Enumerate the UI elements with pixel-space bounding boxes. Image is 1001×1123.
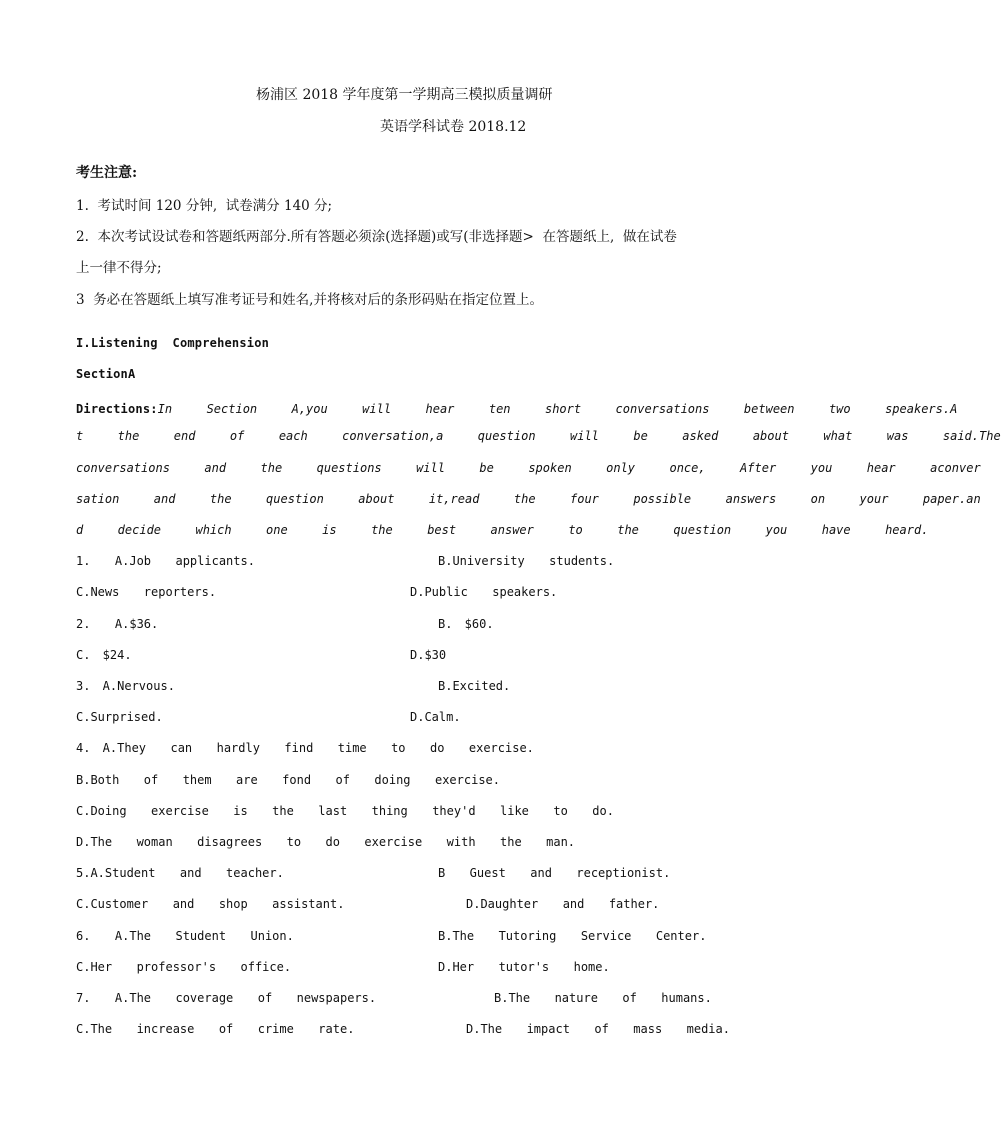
q5-option-d: D.Daughter and father. [466,897,660,911]
q3-option-b: B.Excited. [438,679,511,693]
notice-heading: 考生注意: [76,165,138,181]
directions-label: Directions: [76,402,158,416]
q1-option-a: 1. A.Job applicants. [76,554,255,568]
exam-subtitle: 英语学科试卷 2018.12 [380,119,527,135]
q2-option-d: D.$30 [410,648,447,662]
q3-option-c: C.Surprised. [76,710,163,724]
q7-option-b: B.The nature of humans. [494,991,712,1005]
notice-item-2: 2. 本次考试设试卷和答题纸两部分.所有答题必须涂(选择题)或写(非选择题> 在答题纸上, 做在试卷 [76,229,677,245]
q6-option-a: 6. A.The Student Union. [76,929,294,943]
notice-item-1: 1. 考试时间 120 分钟, 试卷满分 140 分; [76,198,333,214]
q7-option-c: C.The increase of crime rate. [76,1022,355,1036]
q5-option-a: 5.A.Student and teacher. [76,866,284,880]
q6-option-b: B.The Tutoring Service Center. [438,929,707,943]
part-heading: I.Listening Comprehension [76,336,270,350]
q2-option-a: 2. A.$36. [76,617,159,631]
q1-option-d: D.Public speakers. [410,585,558,599]
directions-line-4: sation and the question about it,read the four possible answers on your paper.an [76,492,981,506]
q2-option-b: B. $60. [438,617,494,631]
notice-item-3: 3 务必在答题纸上填写准考证号和姓名,并将核对后的条形码贴在指定位置上。 [76,292,543,308]
directions-line-2: t the end of each conversation,a question will be asked about what was said.The [76,429,1001,443]
directions-text: In Section A,you will hear ten short conversations between two speakers.A [157,402,958,416]
section-heading: SectionA [76,367,136,381]
q2-option-c: C. $24. [76,648,132,662]
exam-title: 杨浦区 2018 学年度第一学期高三模拟质量调研 [256,87,553,103]
q1-option-c: C.News reporters. [76,585,217,599]
directions-line-5: d decide which one is the best answer to the question you have heard. [76,523,929,537]
q4-option-b: B.Both of them are fond of doing exercise. [76,773,501,787]
q4-option-c: C.Doing exercise is the last thing they'd like to do. [76,804,614,818]
q4-option-d: D.The woman disagrees to do exercise with the man. [76,835,576,849]
q7-option-a: 7. A.The coverage of newspapers. [76,991,377,1005]
notice-item-2-cont: 上一律不得分; [76,260,162,276]
directions-line-3: conversations and the questions will be spoken only once, After you hear aconver [76,461,981,475]
q6-option-c: C.Her professor's office. [76,960,292,974]
q3-option-d: D.Calm. [410,710,461,724]
q7-option-d: D.The impact of mass media. [466,1022,730,1036]
q3-option-a: 3. A.Nervous. [76,679,175,693]
q6-option-d: D.Her tutor's home. [438,960,610,974]
directions-line-1 [76,398,957,417]
q1-option-b: B.University students. [438,554,615,568]
q4-option-a: 4. A.They can hardly find time to do exercise. [76,741,534,755]
q5-option-b: B Guest and receptionist. [438,866,671,880]
q5-option-c: C.Customer and shop assistant. [76,897,345,911]
